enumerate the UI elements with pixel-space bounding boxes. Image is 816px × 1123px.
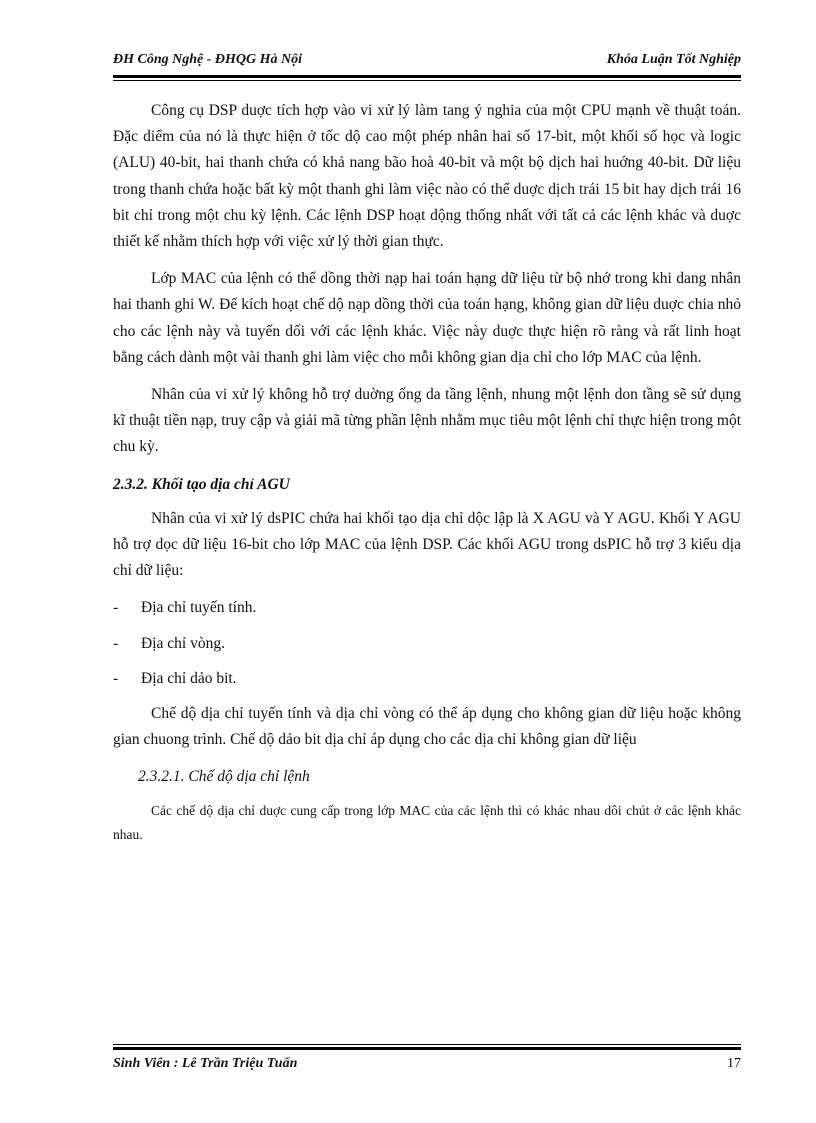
- page-number: 17: [727, 1056, 741, 1071]
- footer-student-name: Sinh Viên : Lê Trần Triệu Tuấn: [113, 1056, 298, 1071]
- list-item: [113, 666, 741, 692]
- header-thesis-title: Khóa Luận Tốt Nghiệp: [606, 52, 741, 67]
- page-header: [113, 52, 741, 74]
- paragraph-instruction-modes: Các chế dộ dịa chỉ duợc cung cấp trong lớp MAC của các lệnh thì có khác nhau dôi chút ở các lệnh khác nhau.: [113, 802, 741, 842]
- list-item: [113, 631, 741, 657]
- header-rule-thick: [113, 75, 741, 78]
- paragraph-address-modes: Chế dộ dịa chỉ tuyến tính và dịa chỉ vòng có thể áp dụng cho không gian dữ liệu hoặc không gian chuong trình. Chế dộ dảo bit dịa chỉ áp dụng cho các dịa chỉ không gian dữ liệu: [113, 705, 741, 749]
- list-item-text: Địa chỉ vòng.: [141, 634, 225, 652]
- page-footer: [113, 1056, 741, 1078]
- paragraph-dsp-engine: Công cụ DSP duợc tích hợp vào vi xử lý làm tang ý nghia của một CPU mạnh về thuật toán. Đặc diểm của nó là thực hiện ở tốc dộ cao một phép nhân hai số 17-bit, một khối số học và logic (ALU) 40-bit, hai thanh chứa có khả nang bão hoà 40-bit và một bộ dịch hai huớng 40-bit. Dữ liệu trong thanh chứa hoặc bất kỳ một thanh ghi làm việc nào có thể duợc dịch trái 15 bit hay dịch trái 16 bit chỉ trong một chu kỳ lệnh. Các lệnh DSP hoạt dộng thống nhất với tất cả các lệnh khác và duợc thiết kế nhằm thích hợp với việc xử lý thời gian thực.: [113, 102, 741, 251]
- list-item-text: Địa chỉ tuyến tính.: [141, 599, 257, 617]
- bullet-dash: -: [113, 634, 119, 652]
- section-heading-agu: 2.3.2. Khối tạo dịa chỉ AGU: [113, 475, 290, 493]
- list-item: [113, 595, 741, 621]
- list-item-text: Địa chỉ dảo bit.: [141, 669, 237, 687]
- bullet-dash: -: [113, 599, 119, 617]
- footer-rule-thin: [113, 1044, 741, 1045]
- paragraph-agu: Nhân của vi xử lý dsPIC chứa hai khối tạo dịa chỉ dộc lập là X AGU và Y AGU. Khối Y AGU hỗ trợ dọc dữ liệu 16-bit cho lớp MAC của lệnh DSP. Các khối AGU trong dsPIC hỗ trợ 3 kiểu dịa chỉ dữ liệu:: [113, 509, 741, 580]
- page-body: [113, 98, 741, 847]
- bullet-dash: -: [113, 669, 119, 687]
- footer-rule-thick: [113, 1047, 741, 1050]
- paragraph-mac-class: Lớp MAC của lệnh có thể dồng thời nạp hai toán hạng dữ liệu từ bộ nhớ trong khi dang nhân hai thanh ghi W. Để kích hoạt chế dộ nạp dồng thời của toán hạng, không gian dữ liệu duợc chia nhỏ cho các lệnh này và tuyến dối với các lệnh khác. Việc này duợc thực hiện rõ ràng và rất linh hoạt bằng cách dành một vài thanh ghi làm việc cho mỗi không gian dịa chỉ cho lớp MAC của lệnh.: [113, 270, 741, 366]
- paragraph-pipeline: Nhân của vi xử lý không hỗ trợ duờng ống da tầng lệnh, nhung một lệnh don tầng sẽ sử dụng kĩ thuật tiền nạp, truy cập và giải mã từng phần lệnh nhằm mục tiêu một lệnh chỉ thực hiện trong một chu kỳ.: [113, 386, 741, 456]
- header-rule-thin: [113, 80, 741, 81]
- subsection-heading: 2.3.2.1. Chế dộ dịa chỉ lệnh: [138, 768, 310, 786]
- header-university: ĐH Công Nghệ - ĐHQG Hà Nội: [113, 52, 303, 67]
